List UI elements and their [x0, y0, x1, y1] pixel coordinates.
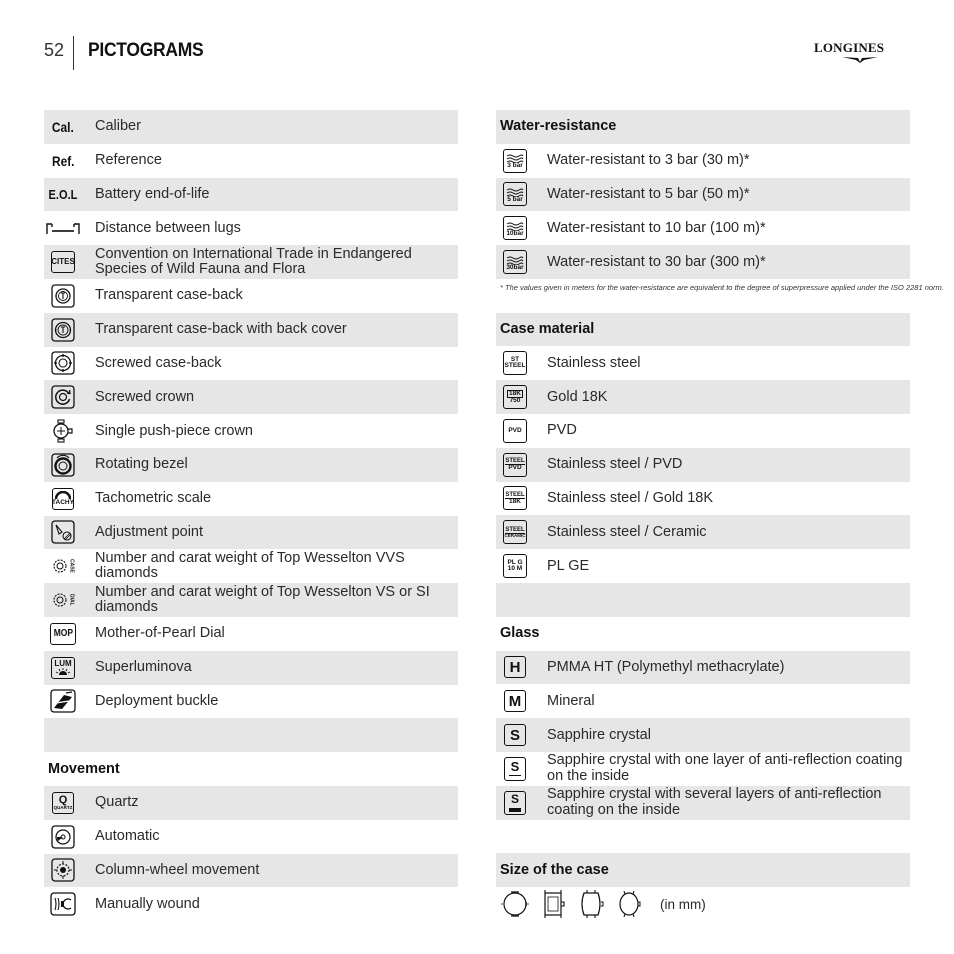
pictogram-label: Number and carat weight of Top Wesselton VS or SI diamonds: [95, 583, 430, 616]
pictogram-row: [496, 515, 910, 549]
steel-gold-icon: STEEL 18K: [496, 482, 534, 516]
pictogram-row: [44, 414, 458, 448]
automatic-icon: [44, 820, 82, 854]
pictogram-label: Quartz: [95, 794, 139, 811]
glass-heading-row: [496, 617, 910, 651]
lugs-distance-icon: [44, 211, 82, 245]
transparent-caseback-icon: [44, 279, 82, 313]
pictogram-label: Water-resistant to 10 bar (100 m)*: [547, 219, 766, 236]
eol-text-icon: E.O.L: [48, 186, 78, 202]
gold-18k-icon: 18K 750: [496, 380, 534, 414]
diamonds-vs-si-icon: DIAL: [44, 583, 82, 617]
pictogram-label: Water-resistant to 5 bar (50 m)*: [547, 185, 750, 202]
pictogram-label: Number and carat weight of Top Wesselton VVS diamonds: [95, 549, 405, 582]
brand-wordmark: LONGINES: [814, 40, 885, 55]
single-pushpiece-crown-icon: [44, 414, 82, 448]
deployment-buckle-icon: [44, 685, 82, 719]
pictogram-label: Convention on International Trade in Endangered Species of Wild Fauna and Flora: [95, 245, 412, 278]
pictogram-row: [496, 752, 910, 786]
pictogram-row: [44, 144, 458, 178]
section-heading: Movement: [48, 760, 120, 777]
pictogram-label: Water-resistant to 30 bar (300 m)*: [547, 253, 766, 270]
pictogram-label: Transparent case-back: [95, 287, 243, 304]
right-column: [496, 110, 944, 921]
rotating-bezel-icon: [44, 448, 82, 482]
pictogram-row: [44, 516, 458, 550]
pictogram-row: [44, 110, 458, 144]
pictogram-label: PVD: [547, 422, 577, 439]
transparent-caseback-cover-icon: [44, 313, 82, 347]
pictogram-row: [44, 617, 458, 651]
pictogram-label: Stainless steel / Gold 18K: [547, 489, 714, 506]
pictogram-row: [44, 854, 458, 888]
section-heading: Water-resistance: [500, 118, 617, 135]
pictogram-row: [496, 380, 910, 414]
pictogram-label: Sapphire crystal: [547, 726, 651, 743]
pictogram-row: [44, 887, 458, 921]
pictogram-label: PMMA HT (Polymethyl methacrylate): [547, 658, 785, 675]
diamonds-vvs-icon: CASE: [44, 549, 82, 583]
pictogram-label: Deployment buckle: [95, 692, 219, 709]
pl-ge-icon: PL G 10 M: [496, 549, 534, 583]
water-footnote: * The values given in meters for the water-resistance are equivalent to the degree of superpressure applied under the ISO 2281 norm.: [500, 283, 944, 293]
water-footnote-row: [496, 279, 944, 297]
adjustment-point-icon: [44, 516, 82, 550]
brand-logo: [812, 38, 910, 68]
pictogram-row: [496, 718, 910, 752]
cal-text-icon: Cal.: [52, 118, 74, 135]
sapphire-several-layers-icon: S: [496, 786, 534, 820]
pictogram-row: [44, 279, 458, 313]
spacer-row: [496, 583, 910, 617]
size-unit-label: (in mm): [660, 896, 706, 912]
manually-wound-icon: [44, 887, 82, 921]
quartz-icon: Q QUARTZ: [44, 786, 82, 820]
winged-hourglass-icon: [840, 54, 880, 64]
spacer-row: [496, 820, 910, 854]
pictogram-row: [44, 549, 458, 583]
water-10bar-icon: 10bar: [496, 211, 534, 245]
pictogram-row: [496, 651, 910, 685]
pictogram-row: [44, 448, 458, 482]
water-5bar-icon: 5 bar: [496, 178, 534, 212]
pictogram-row: [496, 549, 910, 583]
mineral-icon: M: [496, 684, 534, 718]
pictogram-label: Screwed case-back: [95, 354, 222, 371]
pictogram-label: PL GE: [547, 557, 590, 574]
pictogram-label: Adjustment point: [95, 523, 204, 540]
pictogram-row: [44, 178, 458, 212]
pictogram-label: Sapphire crystal with one layer of anti-reflection coating on the inside: [547, 752, 903, 784]
pictogram-label: Superluminova: [95, 659, 192, 676]
pictogram-label: Water-resistant to 3 bar (30 m)*: [547, 152, 750, 169]
pictogram-row: [496, 245, 910, 279]
pictogram-label: Tachometric scale: [95, 490, 212, 507]
pictogram-label: Caliber: [95, 118, 141, 135]
steel-ceramic-icon: STEEL CERAMIC: [496, 515, 534, 549]
superluminova-icon: LUM: [44, 651, 82, 685]
pmma-icon: H: [496, 651, 534, 685]
size-row: [496, 887, 910, 921]
pictogram-row: [44, 245, 458, 279]
stainless-steel-icon: ST STEEL: [496, 346, 534, 380]
pictogram-label: Column-wheel movement: [95, 861, 260, 878]
header-divider: [73, 36, 74, 70]
pictogram-label: Stainless steel / Ceramic: [547, 523, 707, 540]
pictogram-label: Distance between lugs: [95, 219, 241, 236]
pictogram-row: [496, 786, 910, 820]
screwed-caseback-icon: [44, 347, 82, 381]
pictogram-label: Mother-of-Pearl Dial: [95, 625, 225, 642]
pictogram-row: [496, 211, 910, 245]
pictogram-row: [496, 178, 910, 212]
sapphire-icon: S: [496, 718, 534, 752]
pictogram-row: [44, 313, 458, 347]
cites-icon: CITES: [44, 245, 82, 279]
size-heading-row: [496, 853, 910, 887]
pictogram-label: Battery end-of-life: [95, 185, 210, 202]
page-number: 52: [44, 40, 65, 60]
pictogram-label: Sapphire crystal with several layers of anti-reflection coating on the inside: [547, 786, 882, 818]
pictogram-label: Automatic: [95, 828, 160, 845]
pictogram-row: [496, 346, 910, 380]
section-heading: Size of the case: [500, 861, 609, 878]
spacer-row: [44, 718, 458, 752]
pictogram-row: [44, 685, 458, 719]
pvd-icon: PVD: [496, 414, 534, 448]
pictogram-label: Rotating bezel: [95, 456, 188, 473]
cushion-case-icon: [616, 889, 644, 919]
left-column: [44, 110, 458, 921]
pictogram-label: Stainless steel: [547, 354, 641, 371]
section-heading: Glass: [500, 625, 540, 642]
pictogram-row: [44, 211, 458, 245]
movement-heading-row: [44, 752, 458, 786]
pictogram-row: [44, 380, 458, 414]
pictogram-row: [496, 414, 910, 448]
rectangular-case-icon: [540, 889, 568, 919]
mother-of-pearl-icon: MOP: [44, 617, 82, 651]
water-3bar-icon: 3 bar: [496, 144, 534, 178]
pictogram-label: Single push-piece crown: [95, 422, 253, 439]
pictogram-row: [44, 482, 458, 516]
ref-text-icon: Ref.: [51, 152, 75, 169]
pictogram-row: [496, 482, 910, 516]
case-material-heading-row: [496, 313, 910, 347]
column-wheel-icon: [44, 854, 82, 888]
screwed-crown-icon: [44, 380, 82, 414]
water-30bar-icon: 30bar: [496, 245, 534, 279]
tachometric-scale-icon: TACHY: [44, 482, 82, 516]
pictogram-label: Stainless steel / PVD: [547, 456, 683, 473]
pictogram-label: Screwed crown: [95, 388, 195, 405]
pictogram-row: [44, 651, 458, 685]
spacer-row: [496, 297, 910, 313]
tonneau-case-icon: [578, 889, 606, 919]
round-case-icon: [500, 889, 530, 919]
pictogram-label: Reference: [95, 152, 162, 169]
case-size-icons: [496, 889, 706, 919]
pictogram-label: Manually wound: [95, 895, 200, 912]
water-heading-row: [496, 110, 910, 144]
steel-pvd-icon: STEEL PVD: [496, 448, 534, 482]
pictogram-row: [496, 684, 910, 718]
pictogram-row: [44, 347, 458, 381]
pictogram-label: Mineral: [547, 692, 595, 709]
page-title: PICTOGRAMS: [88, 40, 204, 61]
pictogram-row: [496, 448, 910, 482]
pictogram-row: [44, 820, 458, 854]
sapphire-one-layer-icon: S: [496, 752, 534, 786]
pictogram-row: [44, 583, 458, 617]
pictogram-label: Gold 18K: [547, 388, 608, 405]
pictogram-row: [496, 144, 910, 178]
pictogram-row: [44, 786, 458, 820]
pictogram-label: Transparent case-back with back cover: [95, 321, 347, 338]
section-heading: Case material: [500, 320, 595, 337]
